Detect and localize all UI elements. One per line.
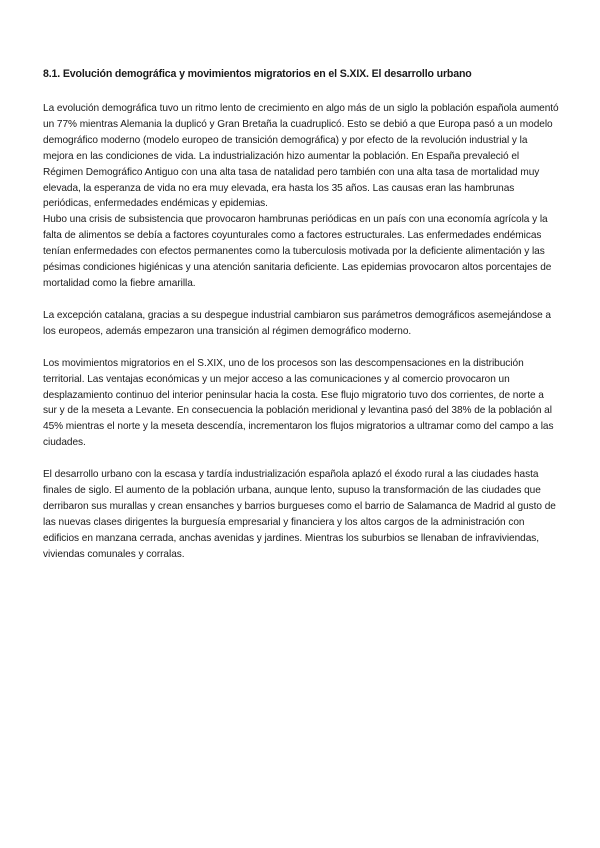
paragraph-migratory-movements: Los movimientos migratorios en el S.XIX, uno de los procesos son las descompensaciones en la distribución territorial. Las ventajas económicas y un mejor acceso a las comunicaciones y al comercio provocaron un desplazamiento continuo del interior peninsular hacia la costa. Ese flujo migratorio tuvo dos corrientes, de norte a sur y de la meseta a Levante. En consecuencia la población meridional y levantina pasó del 38% de la población al 45% mientras el norte y la meseta descendía, incrementaron los flujos migratorios a ultramar como del campo a las ciudades. xyxy=(43,357,554,449)
paragraph-urban-development: El desarrollo urbano con la escasa y tardía industrialización española aplazó el éxodo rural a las ciudades hasta finales de siglo. El aumento de la población urbana, aunque lento, supuso la transformación de las ciudades que derribaron sus murallas y crean ensanches y barrios burgueses como el barrio de Salamanca de Madrid al gusto de las nuevas clases dirigentes la burguesía empresarial y financiera y los altos cargos de la administración con edificios en manzana cerrada, anchas avenidas y jardines. Mientras los suburbios se llenaban de infraviviendas, viviendas comunales y corralas. xyxy=(43,469,556,560)
paragraph-demographic-evolution: La evolución demográfica tuvo un ritmo lento de crecimiento en algo más de un siglo la población española aumentó un 77% mientras Alemania la duplicó y Gran Bretaña la cuadruplicó. Esto se debió a que Europa pasó a un modelo demográfico moderno (modelo europeo de transición demográfica) y por efecto de la revolución industrial y la mejora en las condiciones de vida. La industrialización hizo aumentar la población. En España prevaleció el Régimen Demográfico Antiguo con una alta tasa de natalidad pero también con una alta tasa de mortalidad muy elevada, la esperanza de vida no era muy elevada, era hasta los 35 años. Las causas eran las hambrunas periódicas, enfermedades endémicas y epidemias. xyxy=(43,103,559,210)
section-title: 8.1. Evolución demográfica y movimientos migratorios en el S.XIX. El desarrollo urbano xyxy=(43,68,472,80)
paragraph-subsistence-crisis: Hubo una crisis de subsistencia que provocaron hambrunas periódicas en un país con una economía agrícola y la falta de alimentos se debía a factores coyunturales como a factores estructurales. Las enfermedades endémicas tenían enfermedades con efectos permanentes como la tuberculosis motivada por la deficiente alimentación y las pésimas condiciones higiénicas y una atención sanitaria deficiente. Las epidemias provocaron altos porcentajes de mortalidad como la fiebre amarilla. xyxy=(43,214,552,289)
paragraph-catalan-exception: La excepción catalana, gracias a su despegue industrial cambiaron sus parámetros demográficos asemejándose a los europeos, además empezaron una transición al régimen demográfico moderno. xyxy=(43,309,551,337)
